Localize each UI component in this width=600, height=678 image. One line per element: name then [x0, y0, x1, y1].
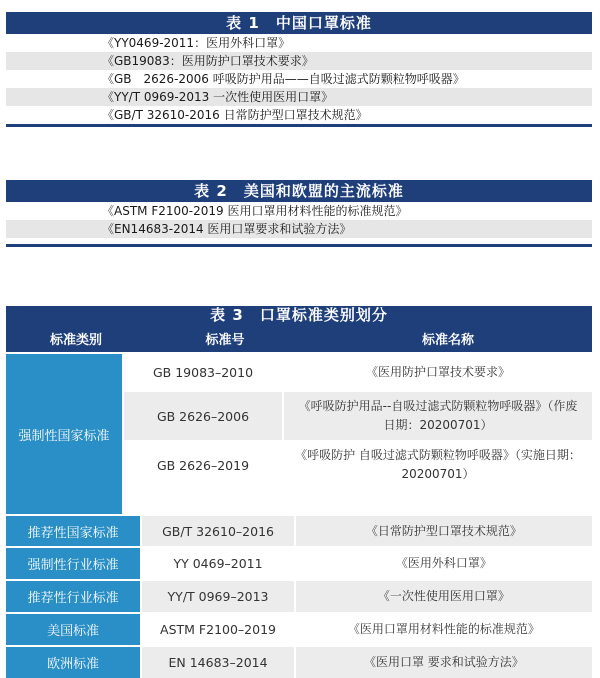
table-row [6, 546, 592, 579]
list-item: 《ASTM F2100-2019 医用口罩用材料性能的标准规范》 [6, 202, 592, 220]
standard-number-cell: EN 14683–2014 [140, 645, 294, 678]
category-cell: 推荐性行业标准 [6, 579, 140, 612]
header-standard-name: 标准名称 [421, 332, 474, 348]
table-3-title: 表 3 口罩标准类别划分 [6, 306, 592, 324]
table-1-title: 表 1 中国口罩标准 [6, 12, 592, 34]
table-3 [6, 306, 592, 678]
table-2-title: 表 2 美国和欧盟的主流标准 [6, 180, 592, 202]
table-row [122, 390, 592, 440]
standard-number-cell: GB 2626–2006 [122, 390, 282, 440]
header-category: 标准类别 [49, 332, 102, 348]
category-cell: 推荐性国家标准 [6, 514, 140, 546]
standard-name-cell: 《一次性使用医用口罩》 [294, 579, 592, 612]
standard-name-cell: 《医用口罩用材料性能的标准规范》 [294, 612, 592, 645]
table-1 [6, 12, 592, 127]
table-row-group [6, 352, 592, 514]
table-2 [6, 180, 592, 247]
standard-name-cell: 《日常防护型口罩技术规范》 [294, 514, 592, 546]
standard-name-cell: 《医用防护口罩技术要求》 [282, 352, 592, 390]
standard-number-cell: YY/T 0969–2013 [140, 579, 294, 612]
list-item: 《GB 2626-2006 呼吸防护用品——自吸过滤式防颗粒物呼吸器》 [6, 70, 592, 88]
category-cell: 欧洲标准 [6, 645, 140, 678]
list-item: 《YY0469-2011：医用外科口罩》 [6, 34, 592, 52]
standard-number-cell: YY 0469–2011 [140, 546, 294, 579]
standard-name-cell: 《呼吸防护用品--自吸过滤式防颗粒物呼吸器》（作废日期：20200701） [282, 390, 592, 440]
standard-name-cell: 《医用口罩 要求和试验方法》 [294, 645, 592, 678]
list-item: 《GB/T 32610-2016 日常防护型口罩技术规范》 [6, 106, 592, 124]
table-row [122, 440, 592, 488]
standard-number-cell: GB/T 32610–2016 [140, 514, 294, 546]
standard-number-cell: GB 19083–2010 [122, 352, 282, 390]
category-cell: 美国标准 [6, 612, 140, 645]
category-cell: 强制性行业标准 [6, 546, 140, 579]
table-row [6, 612, 592, 645]
table-row [6, 645, 592, 678]
table-3-header [6, 324, 592, 352]
standard-name-cell: 《呼吸防护 自吸过滤式防颗粒物呼吸器》（实施日期：20200701） [282, 440, 592, 488]
standard-number-cell: GB 2626–2019 [122, 440, 282, 488]
list-item: 《YY/T 0969-2013 一次性使用医用口罩》 [6, 88, 592, 106]
standard-name-cell: 《医用外科口罩》 [294, 546, 592, 579]
table-2-bottom-rule [6, 244, 592, 247]
list-item: 《EN14683-2014 医用口罩要求和试验方法》 [6, 220, 592, 238]
list-item: 《GB19083：医用防护口罩技术要求》 [6, 52, 592, 70]
table-row [122, 352, 592, 390]
standard-number-cell: ASTM F2100–2019 [140, 612, 294, 645]
table-row [6, 579, 592, 612]
table-row [6, 514, 592, 546]
category-cell: 强制性国家标准 [6, 352, 122, 514]
table-1-bottom-rule [6, 124, 592, 127]
header-standard-number: 标准号 [205, 332, 245, 348]
